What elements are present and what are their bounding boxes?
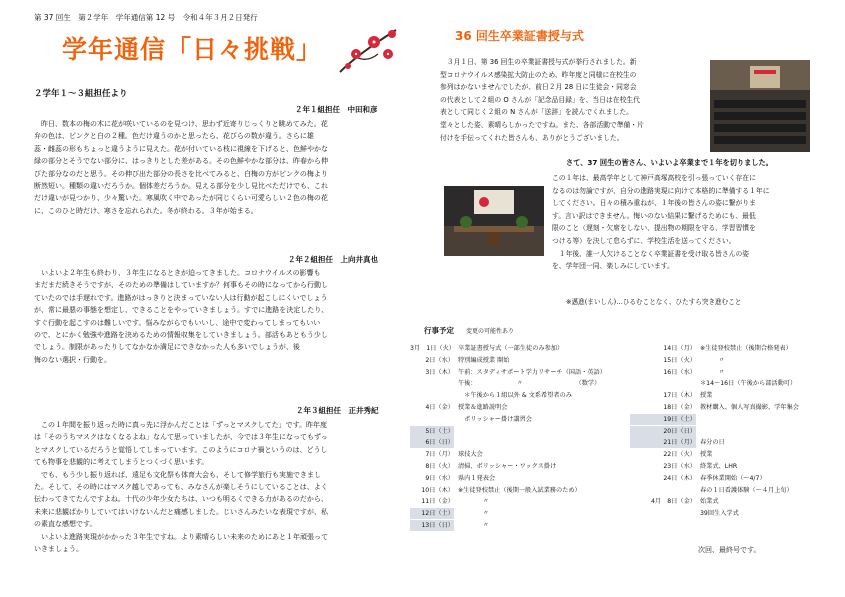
schedule-date: 3日（木） (425, 368, 454, 376)
schedule-event: 〃 (458, 510, 489, 518)
text-line: なるのは勿論ですが、自分の進路実現に向けて本格的に準備する１年に (552, 186, 770, 195)
text-line: 昨日、数本の梅の木に花が咲いているのを見つけ、思わず近寄りじっくりと眺めてみた。花 (34, 120, 328, 128)
schedule-row (410, 378, 600, 389)
text-line: つける等）を決して怠らずに、学校生活を送ってください。 (552, 236, 736, 245)
schedule-date: 7日（月） (425, 451, 454, 459)
seniors-announcement: さて、37 回生の皆さん、いよいよ卒業まで１年を切りました。 (566, 158, 773, 167)
schedule-date: 10日（木） (421, 486, 454, 494)
text-line: を、学年団一同、楽しみにしています。 (552, 262, 674, 271)
newsletter-title: 学年通信「日々挑戦」 (62, 35, 323, 64)
schedule-event: 〃 (700, 368, 725, 376)
plum-blossom-illustration (338, 24, 398, 74)
schedule-date: 14日（月） (663, 345, 696, 352)
schedule-event: 〃 (458, 498, 489, 506)
schedule-event: ＊14〜16日（午後から部活動可） (700, 380, 797, 388)
schedule-title: 行事予定 (424, 326, 454, 335)
text-line: の代表として２組の O さんが「記念品目録」を、当日は在校生代 (440, 95, 640, 104)
schedule-event: ※生徒登校禁止（後期合格発表） (700, 345, 792, 352)
schedule-date: 2日（水） (425, 356, 454, 364)
schedule-event: ポリッシャー掛け講習会 (458, 415, 532, 423)
text-line: すぐ行動を起こすのは難しいです。悩みながらでもいいし、途中で変わってしまってもいい (34, 318, 321, 327)
schedule-event: 終業式、LHR (700, 463, 738, 470)
schedule-row (630, 402, 799, 413)
schedule-event: 春の１日看護体験（〜４月上旬） (700, 486, 793, 494)
text-line: 付けを手伝ってくれた皆さんも、ありがとうございました。 (440, 133, 624, 142)
text-line: す。言い訳はできません。悔いのない結果に繋げるためにも、最低 (552, 211, 756, 220)
schedule-event: 県内１発表会 (458, 474, 496, 482)
schedule-row (630, 426, 700, 437)
text-line: びた部分なのだと思う。その伸び出た部分の長さを比べてみると、白梅の方がピンクの梅より (34, 169, 328, 178)
text-line: 緑の部分とそうでない部分に、はっきりとした差がある。その色鮮やかな部分は、昨春から伸 (34, 157, 328, 166)
ceremony-audience-photo (710, 60, 810, 152)
schedule-row (630, 414, 700, 425)
schedule-date: 8日（火） (425, 463, 454, 470)
text-line: してください。日々の積み重ねが、１年後の皆さんの姿に繋がりま (552, 199, 756, 208)
text-line: 限のこと（遅刻・欠席をしない、提出物の期限を守る、学習習慣を (552, 224, 756, 233)
schedule-row (410, 414, 532, 425)
schedule-row (630, 367, 725, 378)
schedule-date: 15日（火） (663, 356, 696, 364)
author-class2: ２年２組担任 上向井真也 (288, 255, 378, 264)
schedule-event: 〃 (700, 356, 725, 364)
schedule-date: 24日（木） (663, 474, 696, 482)
schedule-date: 3月 1日（火） (410, 345, 455, 352)
text-line: 堂々とした姿、素晴らしかったですね。また、各部活動で準備・片 (440, 120, 644, 129)
ceremony-paragraph-1 (440, 56, 644, 144)
ceremony-paragraph-2 (552, 172, 770, 273)
text-line: 参列はかないませんでしたが、前日２月 28 日に生徒会・同窓会 (440, 83, 637, 92)
schedule-event: 午後： 〃 （数学） (458, 380, 601, 388)
schedule-row (630, 437, 725, 448)
text-line: ていたのでは手遅れです。進路がはっきりと決まっていない人は行動が起こしにくいでしょう (34, 293, 328, 302)
message-class1 (34, 118, 328, 217)
schedule-row (410, 508, 489, 519)
text-line: の素直な感想です。 (34, 520, 97, 529)
schedule-date: 5日（土） (410, 426, 454, 437)
schedule-row (410, 426, 458, 437)
schedule-row (410, 496, 489, 507)
text-line: 伝わってきてたんですよね。十代の少年少女たちは、いつも明るくできる力があるのだから、 (34, 495, 328, 504)
schedule-row (410, 461, 556, 472)
schedule-row (630, 461, 737, 472)
text-line: た。そして、その時にはマスク越しであっても、みなさんが楽しそうにしていることは、よく (34, 483, 328, 492)
schedule-note: 変更の可能性あり (466, 328, 515, 335)
schedule-row (410, 402, 508, 413)
schedule-date: 16日（水） (663, 368, 696, 376)
author-class1: ２年１組担任 中田和彦 (295, 105, 378, 114)
schedule-march-first-half (410, 343, 650, 543)
schedule-row (410, 473, 495, 484)
schedule-event: 授業 (700, 392, 713, 400)
teachers-section-title: ２学年１～３組担任より (34, 89, 128, 99)
schedule-row (410, 485, 581, 496)
schedule-date: 21日（月） (630, 437, 696, 448)
schedule-event: 39回生入学式 (700, 510, 739, 518)
schedule-event: 始業式 (700, 498, 719, 506)
schedule-event: 春分の日 (700, 439, 725, 447)
schedule-date: 17日（木） (663, 392, 696, 400)
schedule-date: 18日（金） (663, 404, 696, 411)
schedule-event: 球技大会 (458, 451, 483, 459)
schedule-march-second-half (630, 343, 830, 543)
next-issue-note: 次回、最終号です。 (698, 546, 761, 554)
text-line: 蕊・雌蕊の形もちょっと違うように見えた。花が付いている枝に視線を下げると、色鮮やかな (34, 144, 328, 153)
schedule-date: 20日（日） (630, 426, 696, 437)
text-line: この１年は、最高学年として神戸高塚高校を引っ張っていく存在に (552, 174, 756, 182)
ceremony-title: 36 回生卒業証書授与式 (455, 29, 584, 43)
author-class3: ２年３組担任 正井秀紀 (296, 406, 379, 415)
schedule-row (410, 520, 489, 531)
schedule-row (410, 390, 572, 401)
text-line: でも、もう少し振り返れば、遠足も文化祭も体育大会も、そして修学旅行も実施できまし (34, 470, 321, 479)
schedule-date: 4日（金） (425, 404, 454, 411)
schedule-event: 清掃、ポリッシャー・ワックス掛け (458, 463, 557, 470)
schedule-date: 13日（日） (410, 520, 454, 531)
text-line: 表として同じく２組の N さんが「送辞」を読んでくれました。 (440, 108, 633, 117)
text-line: 悔のない選択・行動を。 (34, 355, 111, 364)
schedule-date: 22日（火） (663, 451, 696, 459)
schedule-row (630, 508, 739, 519)
schedule-row (630, 343, 792, 354)
schedule-date: 4月 8日（金） (651, 498, 696, 506)
text-line: いきましょう。 (34, 545, 83, 554)
message-class3 (34, 419, 328, 555)
schedule-row (410, 437, 458, 448)
text-line: は「そのうちマスクはなくなるよね」なんて思っていましたが、今では３年生になってもずっ (34, 433, 328, 442)
schedule-event: ＊午後から１組以外 & 文系希望者のみ (458, 392, 572, 400)
closing-note: ※邁進(まいしん)…ひるむことなく、ひたすら突き進むこと (566, 298, 742, 306)
text-line: 弁の色は、ピンクと白の２種。色だけ違うのかと思ったら、花びらの数が違う。さらに雄 (34, 132, 314, 141)
schedule-event: 教材購入、個人写真撮影、学年集会 (700, 404, 799, 411)
schedule-date: 23日（水） (663, 463, 696, 470)
text-line: 型コロナウイルス感染拡大防止のため、昨年度と同様に在校生の (440, 70, 637, 79)
text-line: とマスクしているだろうと覚悟してしまっています。このようにコロナ禍というのは、どうし (34, 445, 328, 454)
schedule-row (630, 496, 719, 507)
schedule-row (630, 355, 725, 366)
schedule-event: 授業＆進路説明会 (458, 404, 508, 411)
schedule-date: 11日（金） (421, 498, 454, 506)
text-line: いよいよ進路実現がかかった３年生ですね。より素晴らしい未来のためにあと１年頑張って (34, 532, 328, 541)
schedule-row (410, 343, 563, 354)
schedule-event: 授業 (700, 451, 713, 459)
schedule-event: 春季休業開始（〜4/7） (700, 474, 766, 482)
text-line: に、このひと時だけ、寒さを忘れられた。冬が終わる。３年が始まる。 (34, 206, 258, 215)
schedule-row (410, 367, 606, 378)
schedule-date: 19日（土） (630, 414, 696, 425)
schedule-event: 午前：スタディサポート学力リサーチ（国語・英語） (458, 368, 606, 376)
schedule-row (630, 485, 793, 496)
message-class2 (34, 267, 328, 366)
text-line: ３月１日、第 36 回生の卒業証書授与式が挙行されました。新 (440, 58, 637, 66)
text-line: いよいよ２年生も終わり、３年生になるときが迫ってきました。コロナウイルスの影響も (34, 269, 321, 277)
schedule-date: 6日（日） (410, 437, 454, 448)
schedule-event: 卒業証書授与式（一部生徒のみ参加） (458, 345, 564, 352)
text-line: まだまだ続きそうですが、そのための準備はしていますか？何事もその時になってから行動し (34, 281, 328, 290)
schedule-row (410, 449, 483, 460)
text-line: ても物事を悲観的に考えてしまうとつくづく思います。 (34, 458, 209, 467)
schedule-row (630, 449, 712, 460)
schedule-date: 12日（土） (410, 508, 454, 519)
issue-line: 第 37 回生 第２学年 学年通信第 12 号 令和４年３月２日発行 (34, 13, 258, 22)
text-line: ので、とにかく勉強や進路を決めるための情報収集をしていきましょう。部活もあともう少し (34, 331, 328, 340)
schedule-date: 9日（水） (425, 474, 454, 482)
text-line: でしょう。制限があったりしてなかなか満足にできなかった人も多いでしょうが、後 (34, 343, 300, 352)
text-line: だけ違いが見つかり、少々驚いた。寒風吹く中であったが同じくらい可愛らしい２色の梅の花 (34, 194, 328, 203)
schedule-row (630, 390, 712, 401)
text-line: 未来に悲観ばかりしていてはいけないんだと痛感しました。じいさんみたいな表現ですが、私 (34, 507, 328, 516)
text-line: １年後、誰一人欠けることなく卒業証書を受け取る皆さんの姿 (552, 249, 750, 258)
text-line: 断然短い。種類の違いだろうか。個体差だろうか。見える部分を少し見比べただけでも、これ (34, 182, 328, 191)
ceremony-stage-photo (444, 186, 544, 256)
text-line: が、常に最悪の事態を想定し、できることをやっていきましょう。すでに進路を決定したり、 (34, 306, 329, 315)
schedule-row (630, 378, 796, 389)
schedule-row (410, 355, 509, 366)
text-line: この１年間を振り返った時に真っ先に浮かんだことは「ずっとマスクしてた」です。昨年度 (34, 421, 328, 429)
schedule-event: 〃 (458, 522, 489, 529)
schedule-event: ※生徒登校禁止（後期一般入試業務のため） (458, 486, 581, 494)
schedule-row (630, 473, 766, 484)
schedule-event: 特別編成授業 開始 (458, 356, 510, 364)
